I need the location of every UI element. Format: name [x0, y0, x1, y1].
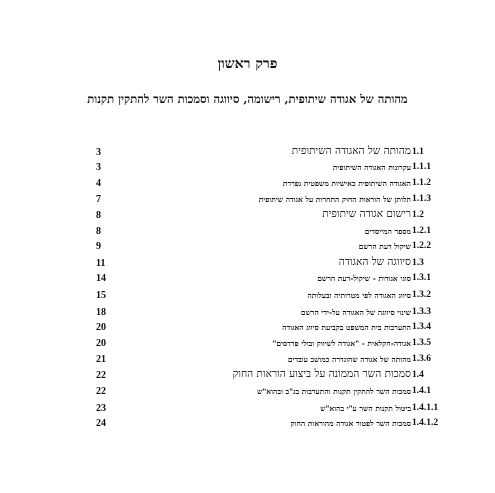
toc-section-number: 1.3.3	[412, 307, 431, 317]
toc-entry	[0, 322, 495, 336]
toc-page-number: 9	[96, 241, 101, 252]
toc-section-number: 1.1	[412, 147, 424, 157]
toc-page-number: 22	[96, 386, 106, 397]
toc-page-number: 20	[96, 322, 106, 333]
toc-entry-title: סוגי אגודות - שיקול-דעת הרשם	[317, 274, 411, 283]
toc-entry-title: סיווגה של האגודה	[338, 256, 411, 268]
toc-entry	[0, 307, 495, 321]
toc-section-number: 1.1.3	[412, 194, 431, 204]
toc-section-number: 1.3.2	[412, 290, 431, 300]
toc-page-number: 4	[96, 178, 101, 189]
toc-entry-title: מהותה של האגודה השיתופית	[291, 145, 411, 157]
toc-page-number: 7	[96, 194, 101, 205]
toc-entry-title: האגודה השיתופית כאישיות משפטית נפרדת	[282, 179, 411, 188]
toc-entry-title: סמכות השר לפטור אגודה מהוראות החוק	[290, 419, 411, 428]
toc-entry	[0, 386, 495, 400]
toc-section-number: 1.3	[412, 258, 424, 268]
toc-entry-title: אגודה-חקלאית - "אגודה לשיווק ובולי פרדסים"	[272, 339, 411, 348]
toc-page-number: 15	[96, 290, 106, 301]
toc-page-number: 3	[96, 162, 101, 173]
toc-page-number: 8	[96, 210, 101, 221]
toc-entry-title: תלותן של הוראות החוק התחרות על אגודה שיתופית	[258, 195, 411, 204]
toc-section-number: 1.4	[412, 370, 424, 380]
chapter-subtitle: מהותה של אגודה שיתופית, רישומה, סיווגה וסמכות השר להתקין תקנות	[87, 92, 408, 106]
toc-section-number: 1.4.1.2	[412, 418, 439, 428]
toc-section-number: 1.2	[412, 210, 424, 220]
toc-entry	[0, 210, 495, 224]
toc-section-number: 1.2.2	[412, 241, 431, 251]
toc-entry-title: שינוי סיווגה של האגודה על-ידי הרשם	[300, 308, 411, 317]
toc-entry-title: רישום אגודה שיתופית	[322, 208, 411, 220]
toc-entry	[0, 403, 495, 417]
toc-section-number: 1.3.5	[412, 338, 431, 348]
toc-page-number: 18	[96, 307, 106, 318]
toc-page-number: 21	[96, 354, 106, 365]
toc-entry	[0, 290, 495, 304]
toc-entry	[0, 241, 495, 255]
toc-page-number: 22	[96, 370, 106, 381]
toc-section-number: 1.4.1.1	[412, 403, 439, 413]
toc-entry	[0, 194, 495, 208]
toc-section-number: 1.2.1	[412, 226, 431, 236]
toc-page-number: 23	[96, 403, 106, 414]
toc-entry	[0, 162, 495, 176]
toc-entry	[0, 418, 495, 432]
toc-entry-title: ביטול תקנות השר ע"י בהוא"ש	[320, 404, 411, 413]
toc-entry-title: שיקול דעת הרשם	[358, 242, 411, 251]
toc-entry-title: מספר המייסדים	[364, 227, 411, 236]
toc-entry-title: התערבות בית המשפט בקביעת סיווג האגודה	[282, 323, 411, 332]
toc-section-number: 1.1.1	[412, 162, 431, 172]
toc-page-number: 8	[96, 226, 101, 237]
chapter-title: פרק ראשון	[217, 56, 278, 72]
toc-entry-title: מהותה של אגודה שהוגדרה כמושב עובדים	[287, 355, 411, 364]
toc-page-number: 11	[96, 258, 106, 269]
toc-entry	[0, 147, 495, 161]
toc-section-number: 1.1.2	[412, 178, 431, 188]
toc-section-number: 1.3.4	[412, 322, 431, 332]
toc-entry-title: עקרונות האגודה השיתופית	[332, 163, 411, 172]
toc-page-number: 14	[96, 273, 106, 284]
toc-page-number: 20	[96, 338, 106, 349]
toc-entry	[0, 370, 495, 384]
toc-page-number: 24	[96, 418, 106, 429]
toc-page-number: 3	[96, 147, 101, 158]
toc-entry	[0, 338, 495, 352]
toc-section-number: 1.3.1	[412, 273, 431, 283]
toc-entry	[0, 178, 495, 192]
toc-entry	[0, 226, 495, 240]
toc-entry-title: סמכות השר הממונה על ביצוע הוראות החוק	[232, 368, 411, 380]
toc-section-number: 1.3.6	[412, 354, 431, 364]
toc-section-number: 1.4.1	[412, 386, 431, 396]
toc-entry	[0, 273, 495, 287]
toc-entry	[0, 258, 495, 272]
toc-entry	[0, 354, 495, 368]
toc-entry-title: סמכות השר להתקין תקנות והתערבות בג"ב ובהוא"ש	[257, 387, 411, 396]
toc-entry-title: סיווג האגודה לפי מטרותיה ובעלותה	[307, 291, 411, 300]
